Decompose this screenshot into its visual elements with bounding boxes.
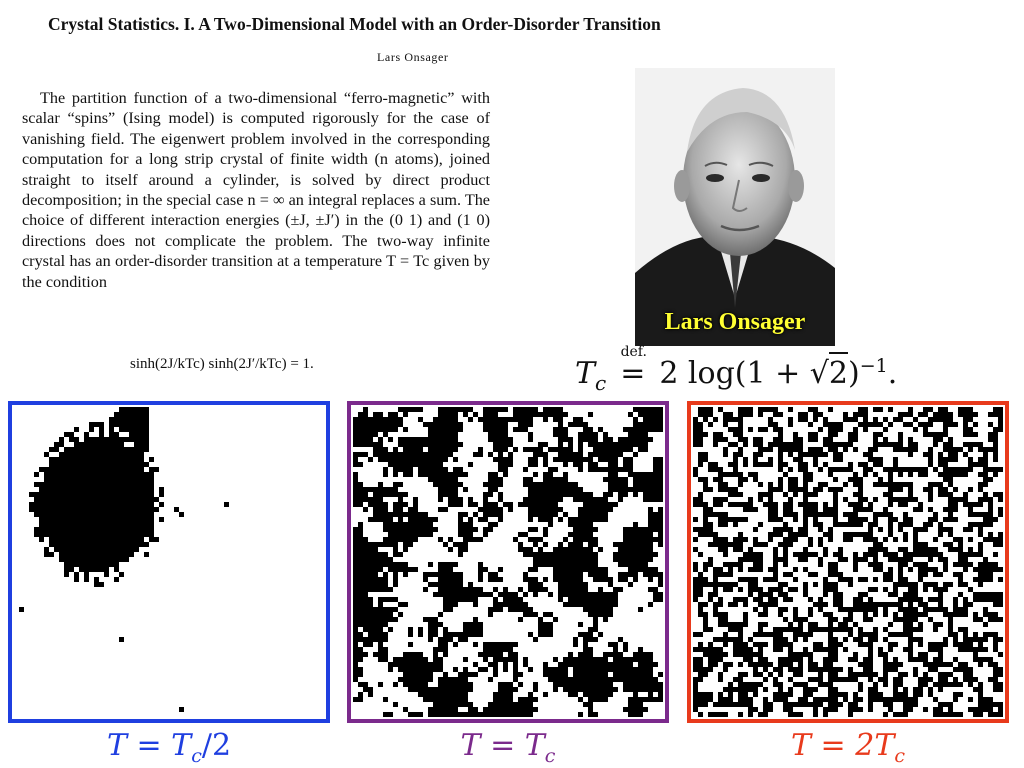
formula-exponent: −1 — [859, 355, 888, 377]
label-sub: c — [191, 745, 202, 767]
ising-panel-high-temperature — [687, 401, 1009, 723]
spin-lattice-critical — [353, 407, 663, 717]
label-eq: = — [126, 728, 172, 763]
formula-rhs-suffix: ) — [848, 356, 860, 391]
formula-lhs: T — [575, 356, 596, 391]
photo-caption: Lars Onsager — [664, 309, 806, 335]
def-label: def. — [620, 344, 647, 360]
paper-abstract: The partition function of a two-dimensional “ferro-magnetic” with scalar “spins” (Ising model) is computed rigorously for the case of vanishing field. The eigenwert problem involved in the corresponding computation for a long strip crystal of finite width (n atoms), joined straight to itself around a cylinder, is solved by direct product decomposition; in the special case n = ∞ an integral replaces a sum. The choice of different interaction energies (±J, ±J′) in the (0 1) and (1 0) directions does not complicate the problem. The two-way infinite crystal has an order-disorder transition at a temperature T = Tc given by the condition — [22, 89, 490, 291]
portrait-illustration — [635, 68, 835, 346]
sqrt-symbol: √ — [809, 356, 829, 391]
label-low-temperature — [8, 728, 330, 767]
label-rest: /2 — [201, 728, 232, 763]
label-high-temperature — [687, 728, 1009, 767]
formula-lhs-sub: c — [595, 371, 607, 395]
spin-down-sites — [353, 407, 663, 717]
definition-equals — [616, 344, 650, 391]
spin-lattice-high — [693, 407, 1003, 717]
label-T: T — [791, 728, 812, 763]
spin-down-sites — [19, 407, 229, 712]
label-sub: c — [544, 745, 556, 767]
sqrt-argument: 2 — [829, 352, 848, 391]
label-base: 2T — [855, 728, 895, 763]
onsager-photo — [635, 68, 835, 346]
paper-author: Lars Onsager — [377, 50, 449, 64]
formula-period: . — [887, 356, 898, 391]
paper-title: Crystal Statistics. I. A Two-Dimensional Model with an Order-Disorder Transition — [48, 14, 661, 34]
label-base: T — [524, 728, 545, 763]
label-critical-temperature — [347, 728, 669, 767]
equals-sign: = — [620, 356, 646, 391]
formula-rhs-prefix: 2 log(1 + — [659, 356, 810, 391]
label-eq: = — [480, 728, 525, 763]
critical-temperature-formula — [575, 344, 898, 395]
critical-condition: sinh(2J/kTc) sinh(2J′/kTc) = 1. — [130, 356, 314, 372]
spin-lattice-low — [14, 407, 324, 717]
label-T: T — [460, 728, 481, 763]
label-eq: = — [811, 728, 856, 763]
label-sub: c — [894, 745, 905, 767]
label-base: T — [171, 728, 192, 763]
ising-panel-critical-temperature — [347, 401, 669, 723]
ising-panel-low-temperature — [8, 401, 330, 723]
label-T: T — [106, 728, 127, 763]
spin-down-sites — [693, 407, 1003, 717]
